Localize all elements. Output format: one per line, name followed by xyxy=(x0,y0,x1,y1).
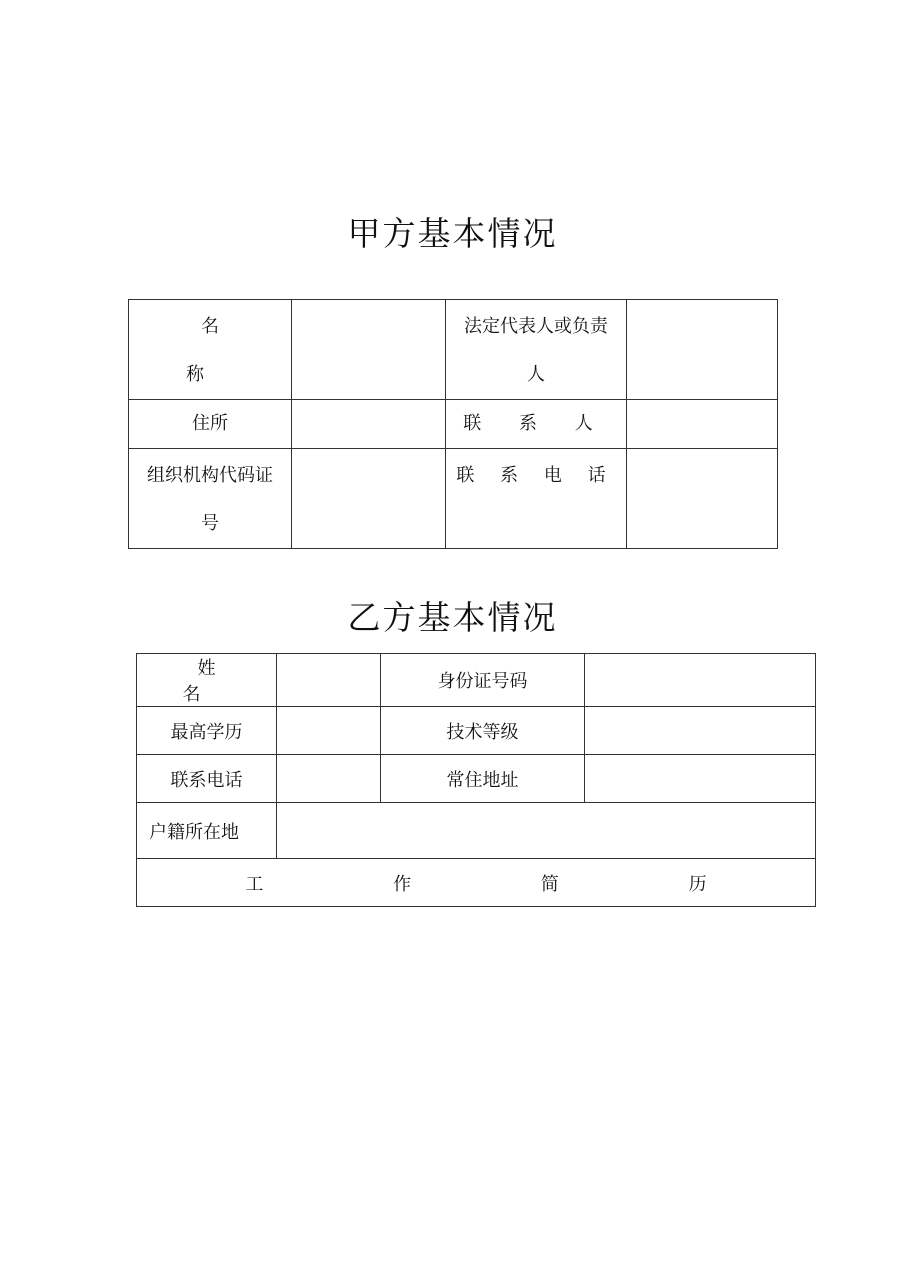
party-a-legal-rep-label-cell xyxy=(446,300,627,400)
party-b-tech-level-label-cell xyxy=(381,707,585,755)
party-b-phone-value[interactable] xyxy=(277,755,381,803)
party-b-name-label: 姓 名 xyxy=(182,658,294,705)
party-b-id-value[interactable] xyxy=(585,654,816,707)
party-a-org-code-label: 组织机构代码证号 xyxy=(147,465,273,534)
party-b-hukou-label: 户籍所在地 xyxy=(149,821,239,843)
party-a-contact-value[interactable] xyxy=(627,400,778,449)
party-a-contact-label: 联 系 人 xyxy=(463,413,609,434)
party-b-row-hukou xyxy=(137,803,816,859)
party-a-name-label: 名 称 xyxy=(186,316,297,385)
party-a-title: 甲方基本情况 xyxy=(347,214,558,253)
party-a-address-value[interactable] xyxy=(292,400,446,449)
party-a-phone-value[interactable] xyxy=(627,449,778,549)
party-a-address-label-cell xyxy=(129,400,292,449)
party-b-phone-label-cell xyxy=(137,755,277,803)
party-b-id-label-cell xyxy=(381,654,585,707)
party-a-row-address xyxy=(129,400,778,449)
party-b-hukou-label-cell xyxy=(137,803,277,859)
party-b-table xyxy=(136,653,816,907)
party-a-row-org-code xyxy=(129,449,778,549)
party-b-residence-label-cell xyxy=(381,755,585,803)
party-b-row-work-history xyxy=(137,859,816,907)
party-b-residence-value[interactable] xyxy=(585,755,816,803)
party-a-phone-label: 联 系 电 话 xyxy=(456,465,616,486)
party-b-tech-level-value[interactable] xyxy=(585,707,816,755)
party-b-hukou-value[interactable] xyxy=(277,803,816,859)
party-b-residence-label: 常住地址 xyxy=(446,769,519,791)
party-a-legal-rep-label: 法定代表人或负责人 xyxy=(464,316,608,385)
party-a-name-value[interactable] xyxy=(292,300,446,400)
party-b-row-name xyxy=(137,654,816,707)
party-a-org-code-label-cell xyxy=(129,449,292,549)
party-b-name-label-cell xyxy=(137,654,294,707)
party-a-address-label: 住所 xyxy=(192,413,228,434)
party-b-education-value[interactable] xyxy=(277,707,381,755)
party-a-legal-rep-value[interactable] xyxy=(627,300,778,400)
party-b-row-phone xyxy=(137,755,816,803)
party-a-phone-label-cell xyxy=(446,449,627,549)
party-a-name-label-cell xyxy=(129,300,297,400)
party-b-id-label: 身份证号码 xyxy=(437,671,528,692)
party-a-contact-label-cell xyxy=(446,400,627,449)
party-b-education-label-cell xyxy=(137,707,277,755)
party-b-work-history-label: 工 作 简 历 xyxy=(245,873,769,895)
party-b-education-label: 最高学历 xyxy=(170,721,243,743)
party-a-table xyxy=(128,299,778,549)
party-b-work-history-cell xyxy=(137,859,816,907)
party-b-tech-level-label: 技术等级 xyxy=(446,721,519,743)
party-a-row-name xyxy=(129,300,778,400)
party-a-org-code-value[interactable] xyxy=(292,449,446,549)
party-b-phone-label: 联系电话 xyxy=(170,769,243,791)
party-b-row-education xyxy=(137,707,816,755)
party-b-title: 乙方基本情况 xyxy=(347,598,558,637)
